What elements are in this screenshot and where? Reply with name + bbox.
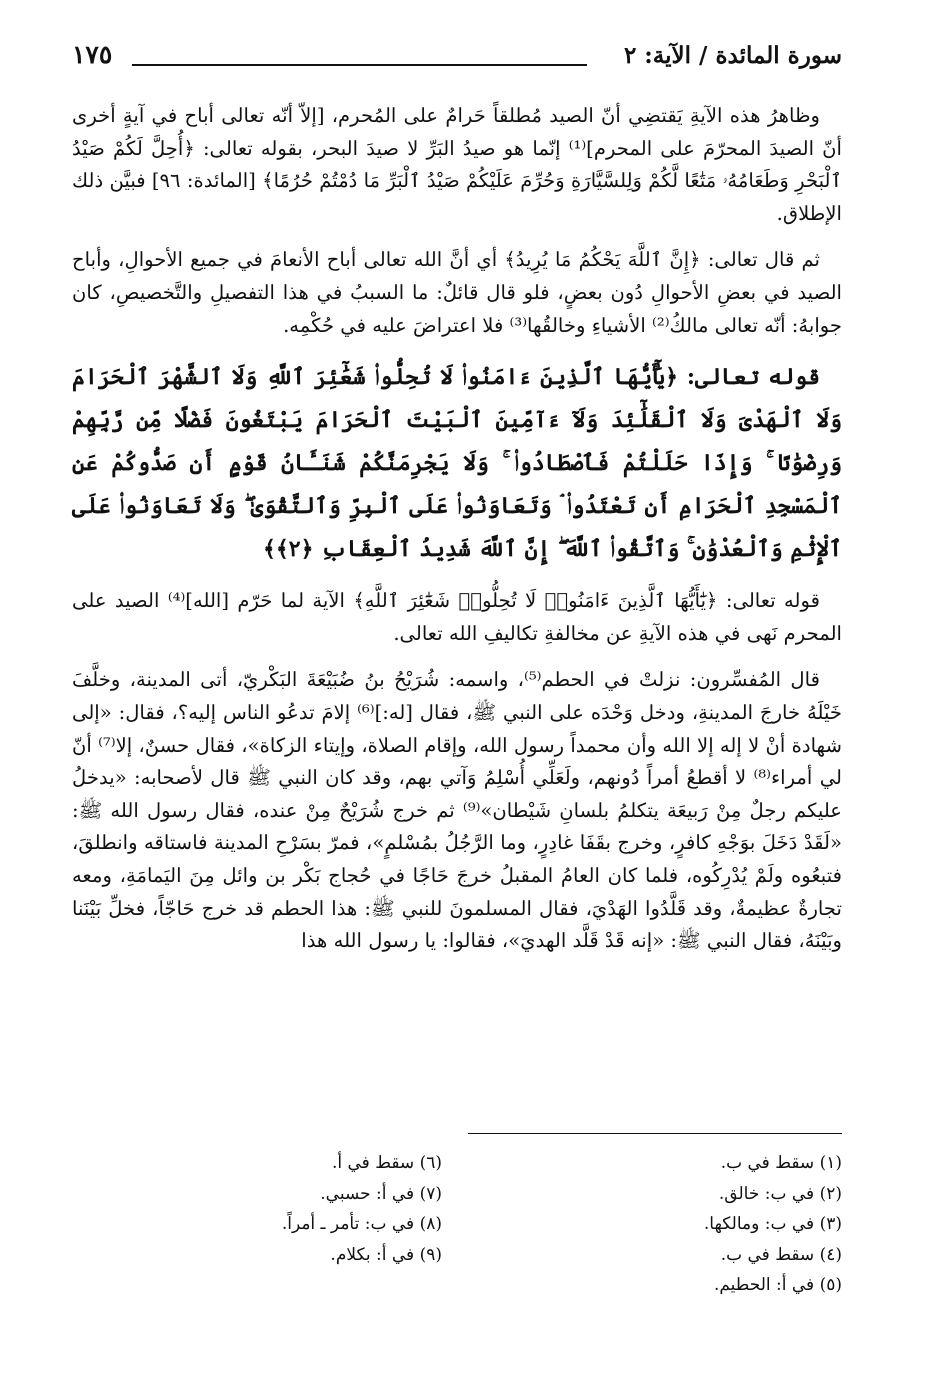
paragraph-3: قوله تعالى: ﴿يَٰٓأَيُّهَا ٱلَّذِينَ ءَامَنُوا۟ لَا تُحِلُّوا۟ شَعَٰٓئِرَ ٱللَّهِ﴾ الآية لما حَرّم [الله]⁽⁴⁾ الصيد على المحرم نَهى في هذه الآيةِ عن مخالفةِ تكاليفِ الله تعالى. bbox=[72, 589, 842, 645]
page-number: ١٧٥ bbox=[72, 40, 113, 69]
paragraph-4: قال المُفسِّرون: نزلتْ في الحطم⁽⁵⁾، واسمه: شُرَيْحُ بنُ ضُبَيْعَةَ البَكْريّ، أتى المدينة، وخلَّفَ خَيْلَهُ خارجَ المدينةِ، ودخل وَحْدَه على النبي ﷺ، فقال [له:]⁽⁶⁾ إلامَ تدعُو الناس إليه؟، فقال: «إلى شهادة أنْ لا إله إلا الله وأن محمداً رسول الله، وإقام الصلاة، وإيتاء الزكاة»، فقال حسنٌ، إلا⁽⁷⁾ أنّ لي أمراء⁽⁸⁾ لا أقطعُ أمراً دُونهم، ولَعَلِّي أُسْلِمُ وَآتي بهم، وقد كان النبي ﷺ قال لأصحابه: «يدخلُ عليكم رجلٌ مِنْ رَبيعَة يتكلمُ بلسانِ شَيْطان»⁽⁹⁾ ثم خرج شُرَيْحٌ مِنْ عنده، فقال رسول الله ﷺ: «لَقَدْ دَخَلَ بوَجْهِ كافرٍ، وخرج بقَفَا غادِرٍ، وما الرَّجُلُ بمُسْلمٍ»، فمرّ بسَرْحِ المدينة فاستاقه وانطلقَ، فتبعُوه ولَمْ يُدْرِكُوه، فلما كان العامُ المقبلُ خرجَ حَاجًا في حُجاج بَكْر بن وائل مِنَ اليَمامَةِ، ومعه تجارةٌ عظيمةٌ، وقد قَلَّدُوا الهَدْيَ، فقال المسلمونَ للنبي ﷺ: هذا الحطم قد خرج حَاجّاً، فخلِّ بَيْنَنا وبَيْنَهُ، فقال النبي ﷺ: «إنه قَدْ قَلَّد الهديَ»، فقالوا: يا رسول الله هذا bbox=[72, 668, 842, 953]
footnote-5: (٥) في أ: الحطيم. bbox=[713, 1275, 842, 1295]
running-title: سورة المائدة / الآية: ٢ bbox=[623, 42, 842, 69]
page-header bbox=[72, 38, 842, 78]
footnote-1: (١) سقط في ب. bbox=[720, 1153, 842, 1173]
header-rule bbox=[132, 64, 587, 66]
paragraph-2: ثم قال تعالى: ﴿إِنَّ ٱللَّهَ يَحْكُمُ مَا يُرِيدُ﴾ أي أنَّ الله تعالى أباح الأنعامَ في جميع الأحوالِ، وأباح الصيد في بعضِ الأحوالِ دُون بعضٍ، فلو قال قائلٌ: ما السببُ في هذا التفصيلِ والتَّخصيصِ، كان جوابهُ: أنّه تعالى مالكُ⁽²⁾ الأشياءِ وخالقُها⁽³⁾ فلا اعتراضَ عليه في حُكْمِه. bbox=[72, 248, 842, 337]
footnote-9: (٩) في أ: بكلام. bbox=[330, 1244, 442, 1265]
footnote-3: (٣) في ب: ومالكها. bbox=[703, 1214, 842, 1234]
footnote-6: (٦) سقط في أ. bbox=[331, 1153, 442, 1173]
footnote-2: (٢) في ب: خالق. bbox=[718, 1183, 842, 1204]
main-text bbox=[72, 100, 842, 972]
footnote-8: (٨) في ب: تأمر ـ أمراً. bbox=[281, 1214, 442, 1234]
quran-verse: قوله تعالى: ﴿يَٰٓأَيُّهَا ٱلَّذِينَ ءَامَنُوا۟ لَا تُحِلُّوا۟ شَعَٰٓئِرَ ٱللَّهِ وَلَا ٱلشَّهْرَ ٱلْحَرَامَ وَلَا ٱلْهَدْىَ وَلَا ٱلْقَلَٰٓئِدَ وَلَآ ءَآمِّينَ ٱلْبَيْتَ ٱلْحَرَامَ يَبْتَغُونَ فَضْلًا مِّن رَّبِّهِمْ وَرِضْوَٰنًا ۚ وَإِذَا حَلَلْتُمْ فَٱصْطَادُوا۟ ۚ وَلَا يَجْرِمَنَّكُمْ شَنَـَٔانُ قَوْمٍ أَن صَدُّوكُمْ عَنِ ٱلْمَسْجِدِ ٱلْحَرَامِ أَن تَعْتَدُوا۟ ۘ وَتَعَاوَنُوا۟ عَلَى ٱلْبِرِّ وَٱلتَّقْوَىٰ ۖ وَلَا تَعَاوَنُوا۟ عَلَى ٱلْإِثْمِ وَٱلْعُدْوَٰنِ ۚ وَٱتَّقُوا۟ ٱللَّهَ ۖ إِنَّ ٱللَّهَ شَدِيدُ ٱلْعِقَابِ ﴿٢﴾﴾ bbox=[72, 364, 842, 563]
footnotes-column-right bbox=[512, 1148, 842, 1301]
footnote-7: (٧) في أ: حسبي. bbox=[320, 1183, 442, 1204]
paragraph-1: وظاهرُ هذه الآيةِ يَقتضِي أنّ الصيد مُطلقاً حَرامٌ على المُحرم، [إلاّ أنّه تعالى أباح في آيةٍ أخرى أنّ الصيدَ المحرّمَ على المحرم]⁽¹⁾ إنّما هو صيدُ البَرِّ لا صيدَ البحر، بقوله تعالى: ﴿أُحِلَّ لَكُمْ صَيْدُ ٱلْبَحْرِ وَطَعَامُهُۥ مَتَٰعًا لَّكُمْ وَلِلسَّيَّارَةِ وَحُرِّمَ عَلَيْكُمْ صَيْدُ ٱلْبَرِّ مَا دُمْتُمْ حُرُمًا﴾ [المائدة: ٩٦] فبيَّن ذلك الإطلاق. bbox=[72, 104, 842, 225]
footnote-rule bbox=[468, 1133, 842, 1134]
footnotes-column-left bbox=[142, 1148, 442, 1270]
footnote-4: (٤) سقط في ب. bbox=[720, 1244, 842, 1265]
